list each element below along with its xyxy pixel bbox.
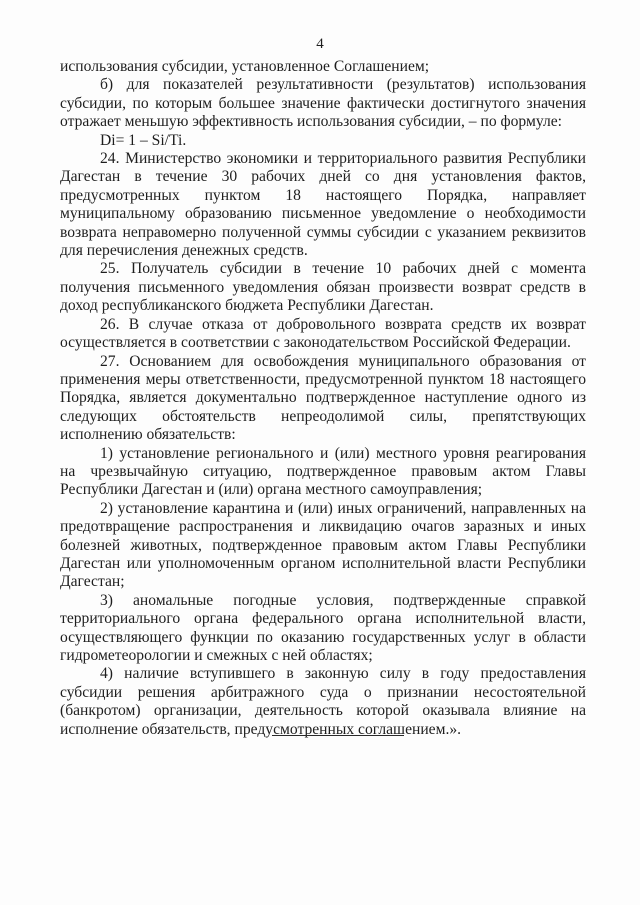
closing-divider-line xyxy=(272,735,404,736)
paragraph-27: 27. Основанием для освобождения муниципального образования от применения меры ответственности, предусмотренной пунктом 18 настоящего Порядка, является документально подтвержденное наступление одного из следующих обстоятельств непреодолимой силы, препятствующих исполнению обязательств: xyxy=(60,352,586,444)
paragraph-24: 24. Министерство экономики и территориального развития Республики Дагестан в течение 30 рабочих дней со дня установления фактов, предусмотренных пунктом 18 настоящего Порядка, направляет муниципальному образованию письменное уведомление о необходимости возврата неправомерно полученной суммы субсидии с указанием реквизитов для перечисления денежных средств. xyxy=(60,150,586,260)
paragraph-26: 26. В случае отказа от добровольного возврата средств их возврат осуществляется в соответствии с законодательством Российской Федерации. xyxy=(60,315,586,352)
paragraph-formula-condition-b: б) для показателей результативности (результатов) использования субсидии, по которым большее значение фактически достигнутого значения отражает меньшую эффективность использования субсидии, – по формуле: xyxy=(60,76,586,131)
list-item-2: 2) установление карантина и (или) иных ограничений, направленных на предотвращение распространения и ликвидацию очагов заразных и иных болезней животных, подтвержденное правовым актом Главы Республики Дагестан или уполномоченным органом исполнительной власти Республики Дагестан; xyxy=(60,499,586,591)
paragraph-continuation: использования субсидии, установленное Соглашением; xyxy=(60,58,430,75)
page-number: 4 xyxy=(316,36,324,52)
list-item-4: 4) наличие вступившего в законную силу в году предоставления субсидии решения арбитражного суда о признании несостоятельной (банкротом) организации, деятельность которой оказывала влияние на исполнение обязательств, предусмотренных соглашением.». xyxy=(60,665,586,738)
paragraph-25: 25. Получатель субсидии в течение 10 рабочих дней с момента получения письменного уведомления обязан произвести возврат средств в доход республиканского бюджета Республики Дагестан. xyxy=(60,260,586,315)
paragraph-formula: Di= 1 – Si/Ti. xyxy=(100,131,187,149)
list-item-1: 1) установление регионального и (или) местного уровня реагирования на чрезвычайную ситуацию, подтвержденное правовым актом Главы Республики Дагестан и (или) органа местного самоуправления; xyxy=(60,444,586,499)
document-body xyxy=(60,58,586,739)
list-item-3: 3) аномальные погодные условия, подтвержденные справкой территориального органа федерального органа исполнительной власти, осуществляющего функции по оказанию государственных услуг в области гидрометеорологии и смежных с ней областях; xyxy=(60,591,586,664)
